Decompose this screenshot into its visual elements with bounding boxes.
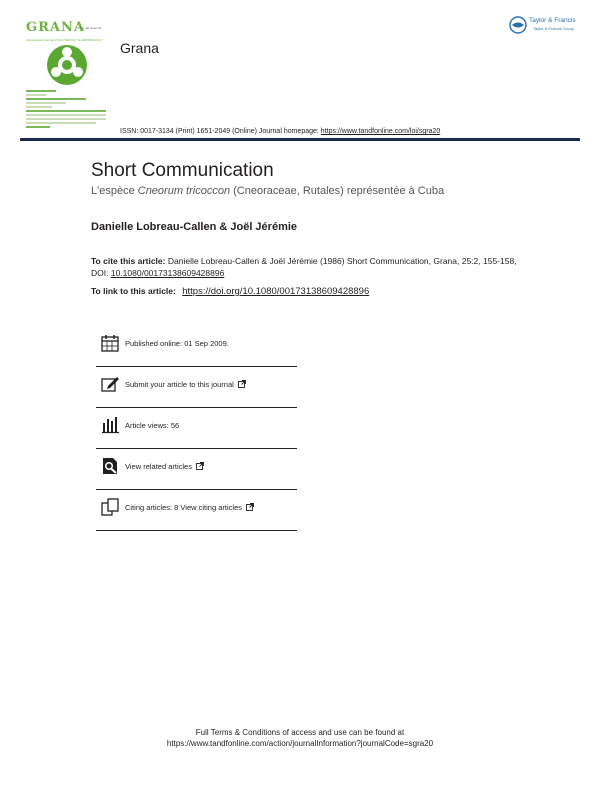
cover-text-block — [26, 90, 106, 130]
external-link-icon — [238, 380, 246, 388]
article-title: L'espèce Cneorum tricoccon (Cneoraceae, Rutales) représentée à Cuba — [91, 185, 445, 197]
related-articles-row[interactable] — [96, 456, 297, 497]
taylor-francis-logo-icon — [509, 16, 527, 34]
journal-cover — [24, 16, 112, 132]
published-online-row — [96, 333, 297, 374]
cite-label: To cite this article: — [91, 256, 166, 266]
divider — [96, 530, 297, 531]
citing-articles-link[interactable]: Citing articles: 8 View citing articles — [125, 503, 254, 512]
citing-articles-row[interactable] — [96, 497, 297, 538]
bar-chart-icon — [100, 415, 120, 435]
article-link-line — [91, 286, 369, 297]
journal-name: Grana — [120, 40, 159, 56]
doi-link[interactable]: https://doi.org/10.1080/00173138609428896 — [182, 286, 370, 297]
citations-icon — [100, 497, 120, 517]
cite-doi-link[interactable]: 10.1080/00173138609428896 — [110, 268, 225, 278]
divider — [96, 407, 297, 408]
cover-pollen-icon — [44, 42, 90, 88]
journal-homepage-link[interactable]: https://www.tandfonline.com/loi/sgra20 — [320, 128, 441, 135]
cover-volume: Vol. 00 Issue 00 — [80, 26, 102, 30]
header-divider — [20, 138, 580, 141]
footer-terms: Full Terms & Conditions of access and use can be found at — [195, 728, 405, 737]
edit-icon — [100, 374, 120, 394]
link-label: To link to this article: — [91, 286, 176, 296]
issn-text: ISSN: 0017-3134 (Print) 1651-2049 (Online) Journal homepage: — [120, 128, 319, 135]
external-link-icon — [196, 462, 204, 470]
publisher-logo-group: Taylor & Francis Group — [533, 26, 574, 31]
external-link-icon — [246, 503, 254, 511]
divider — [96, 448, 297, 449]
view-related-articles-link[interactable]: View related articles — [125, 462, 204, 471]
issn-line — [120, 128, 440, 135]
footer-terms-link[interactable]: https://www.tandfonline.com/action/journalInformation?journalCode=sgra20 — [166, 739, 434, 748]
article-views-row — [96, 415, 297, 456]
species-name: Cneorum tricoccon — [137, 185, 231, 197]
article-views-text: Article views: 56 — [125, 421, 180, 430]
divider — [96, 489, 297, 490]
search-document-icon — [100, 456, 120, 476]
publisher-logo-name: Taylor & Francis — [529, 17, 576, 24]
published-online-text: Published online: 01 Sep 2009. — [125, 339, 229, 348]
cover-title: GRANA — [26, 20, 85, 35]
divider — [96, 366, 297, 367]
citation — [91, 255, 521, 279]
cite-text: Danielle Lobreau-Callen & Joël Jérémie (1986) Short Communication, Grana, 25:2, 155-158, DOI: — [91, 256, 517, 278]
submit-article-link[interactable]: Submit your article to this journal — [125, 380, 246, 389]
cover-subtitle: International Journal of PALYNOLOGY & AEROBIOLOGY — [26, 38, 103, 42]
authors: Danielle Lobreau-Callen & Joël Jérémie — [91, 221, 298, 233]
article-type: Short Communication — [91, 160, 274, 181]
submit-article-row[interactable] — [96, 374, 297, 415]
calendar-icon — [100, 333, 120, 353]
